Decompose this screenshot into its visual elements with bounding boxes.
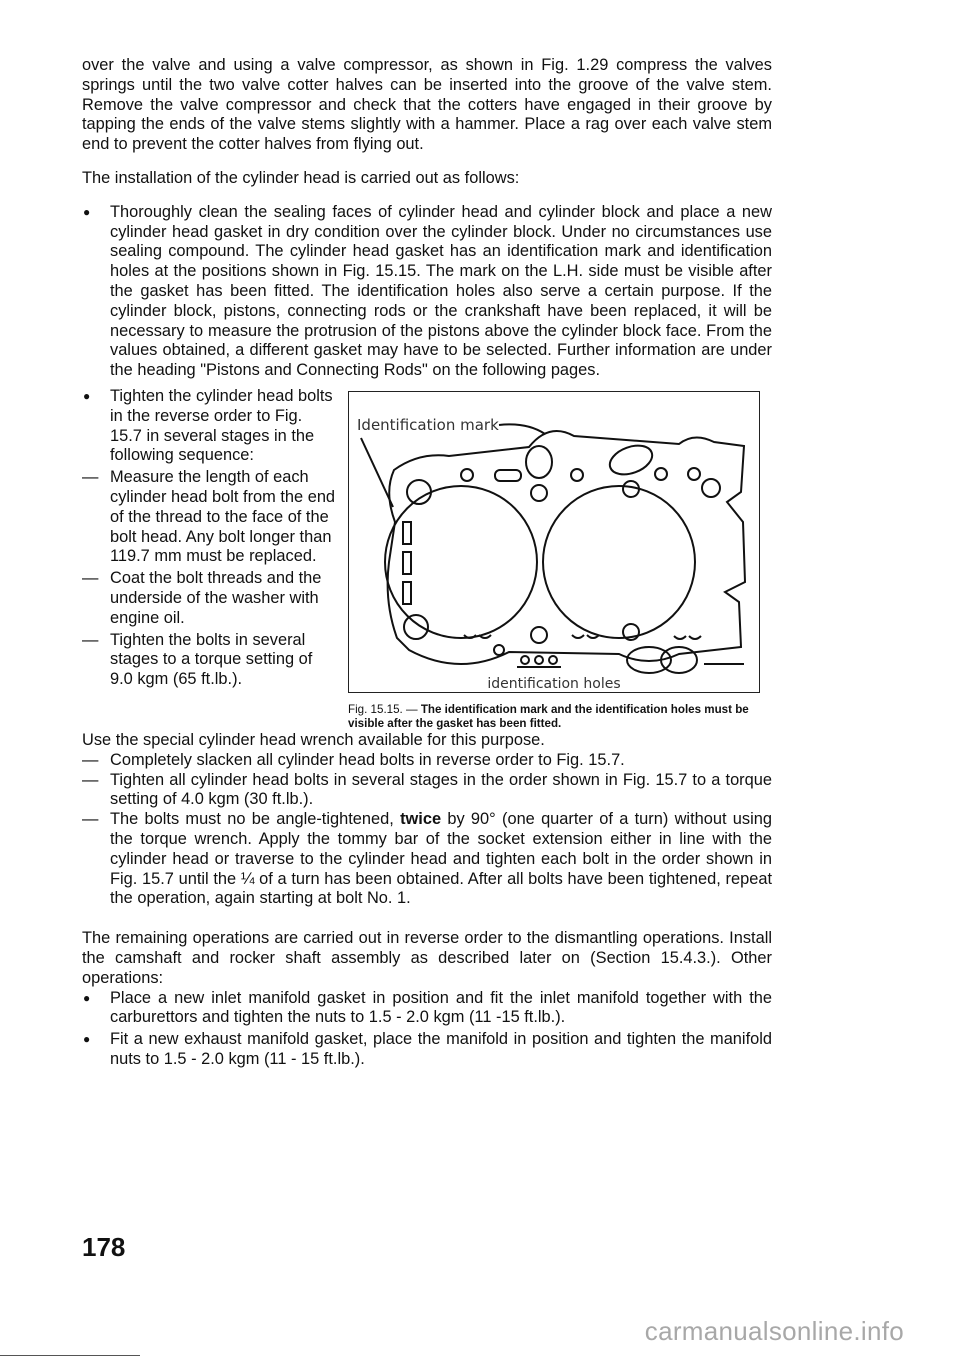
remaining-operations: The remaining operations are carried out in reverse order to the dismantling operations. Install the camshaft and rocker shaft assembly as described later on (Section 15.4.3.). Other operations: [82, 929, 772, 987]
gasket-illustration [348, 391, 760, 693]
installation-intro: The installation of the cylinder head is carried out as follows: [82, 168, 520, 187]
two-column-section [82, 387, 772, 731]
identification-holes-label: identification holes [487, 675, 621, 692]
angle-tighten-text-c: by 90° (one quarter of a turn) without using the torque wrench. Apply the tommy bar of the socket extension either in line with the cylinder head or traverse to the cylinder head and tighten each bolt in the order shown in Fig. 15.7 until the ¼ of a turn has been obtained. After all bolts have been tightened, repeat the operation, again starting at bolt No. 1. [110, 810, 772, 908]
hole [404, 615, 428, 639]
hole [531, 627, 547, 643]
hole [407, 480, 431, 504]
figure-caption [348, 703, 766, 731]
hole [702, 479, 720, 497]
hole [461, 469, 473, 481]
footer-rule [0, 1355, 140, 1356]
wrench-note: Use the special cylinder head wrench available for this purpose. [82, 730, 545, 749]
watermark: carmanualsonline.info [644, 1316, 904, 1346]
angle-tighten-emphasis: twice [400, 810, 442, 829]
hole [688, 468, 700, 480]
left-column [82, 387, 338, 731]
angle-tighten-text-a: The bolts must no be angle-tightened, [110, 810, 394, 829]
intro-paragraph: over the valve and using a valve compressor, as shown in Fig. 1.29 compress the valves springs until the two valve cotter halves can be inserted into the groove of the valve stem. Remove the valve compressor and check that the cotters have engaged in their groove by tapping the ends of the valve stems slightly with a hammer. Place a rag over each valve stem end to prevent the cotter halves from flying out. [82, 56, 772, 154]
identification-hole [521, 656, 529, 664]
cylinder-bore-1 [385, 486, 537, 638]
bullet-exhaust-manifold: ● Fit a new exhaust manifold gasket, place the manifold in position and tighten the manifold nuts to 1.5 - 2.0 kgm (11 - 15 ft.lb.). [82, 1030, 772, 1070]
cylinder-bore-2 [543, 486, 695, 638]
bullet-clean-faces: ● Thoroughly clean the sealing faces of cylinder head and cylinder block and place a new cylinder head gasket in dry condition over the cylinder block. Under no circumstances use sealing compound. The cylinder head gasket has an identification mark and identification holes at the positions shown in Fig. 15.15. The mark on the L.H. side must be visible after the gasket has been fitted. The identification holes also serve a certain purpose. If the cylinder block, pistons, connecting rods or the crankshaft have been replaced, it will be necessary to measure the protrusion of the pistons above the cylinder block face. From the values obtained, a different gasket may have to be selected. Further information are under the heading "Pistons and Connecting Rods" on the following pages. [82, 203, 772, 381]
mark-arrow-line [361, 438, 393, 507]
gasket-drawing [349, 392, 759, 692]
figure-caption-text: The identification mark and the identification holes must be visible after the gasket has been fitted. [348, 702, 749, 730]
mark-leader-line [499, 424, 545, 434]
identification-mark-label: Identification mark [357, 415, 499, 434]
page-content [82, 56, 772, 1070]
dash-tighten-stages: — Tighten all cylinder head bolts in several stages in the order shown in Fig. 15.7 to a torque setting of 4.0 kgm (30 ft.lb.). [82, 771, 772, 811]
hole [571, 469, 583, 481]
dash-angle-tighten [82, 810, 772, 909]
dash-slacken-bolts: — Completely slacken all cylinder head bolts in reverse order to Fig. 15.7. [82, 751, 772, 771]
figure-number: Fig. 15.15. — [348, 702, 418, 716]
slot [403, 582, 411, 604]
gasket-outline [388, 431, 745, 664]
dash-coat-threads: — Coat the bolt threads and the underside of the washer with engine oil. [82, 569, 338, 628]
slot [403, 522, 411, 544]
identification-hole [535, 656, 543, 664]
hole [655, 468, 667, 480]
bullet-tighten-bolts: ● Tighten the cylinder head bolts in the reverse order to Fig. 15.7 in several stages in the following sequence: [82, 387, 338, 466]
hole [531, 485, 547, 501]
hole [606, 440, 656, 479]
hole [494, 645, 504, 655]
page-number: 178 [82, 1232, 126, 1262]
hole [661, 647, 697, 673]
dash-measure-bolt: — Measure the length of each cylinder head bolt from the end of the thread to the face of the bolt head. Any bolt longer than 119.7 mm must be replaced. [82, 468, 338, 567]
bullet-inlet-manifold: ● Place a new inlet manifold gasket in position and fit the inlet manifold together with the carburettors and tighten the nuts to 1.5 - 2.0 kgm (11 -15 ft.lb.). [82, 989, 772, 1029]
identification-hole [549, 656, 557, 664]
hole [674, 636, 701, 639]
slot [403, 552, 411, 574]
figure-15-15 [348, 391, 772, 731]
hole [495, 470, 521, 481]
hole [572, 635, 599, 638]
dash-tighten-torque: — Tighten the bolts in several stages to a torque setting of 9.0 kgm (65 ft.lb.). [82, 631, 338, 690]
hole [526, 446, 552, 478]
